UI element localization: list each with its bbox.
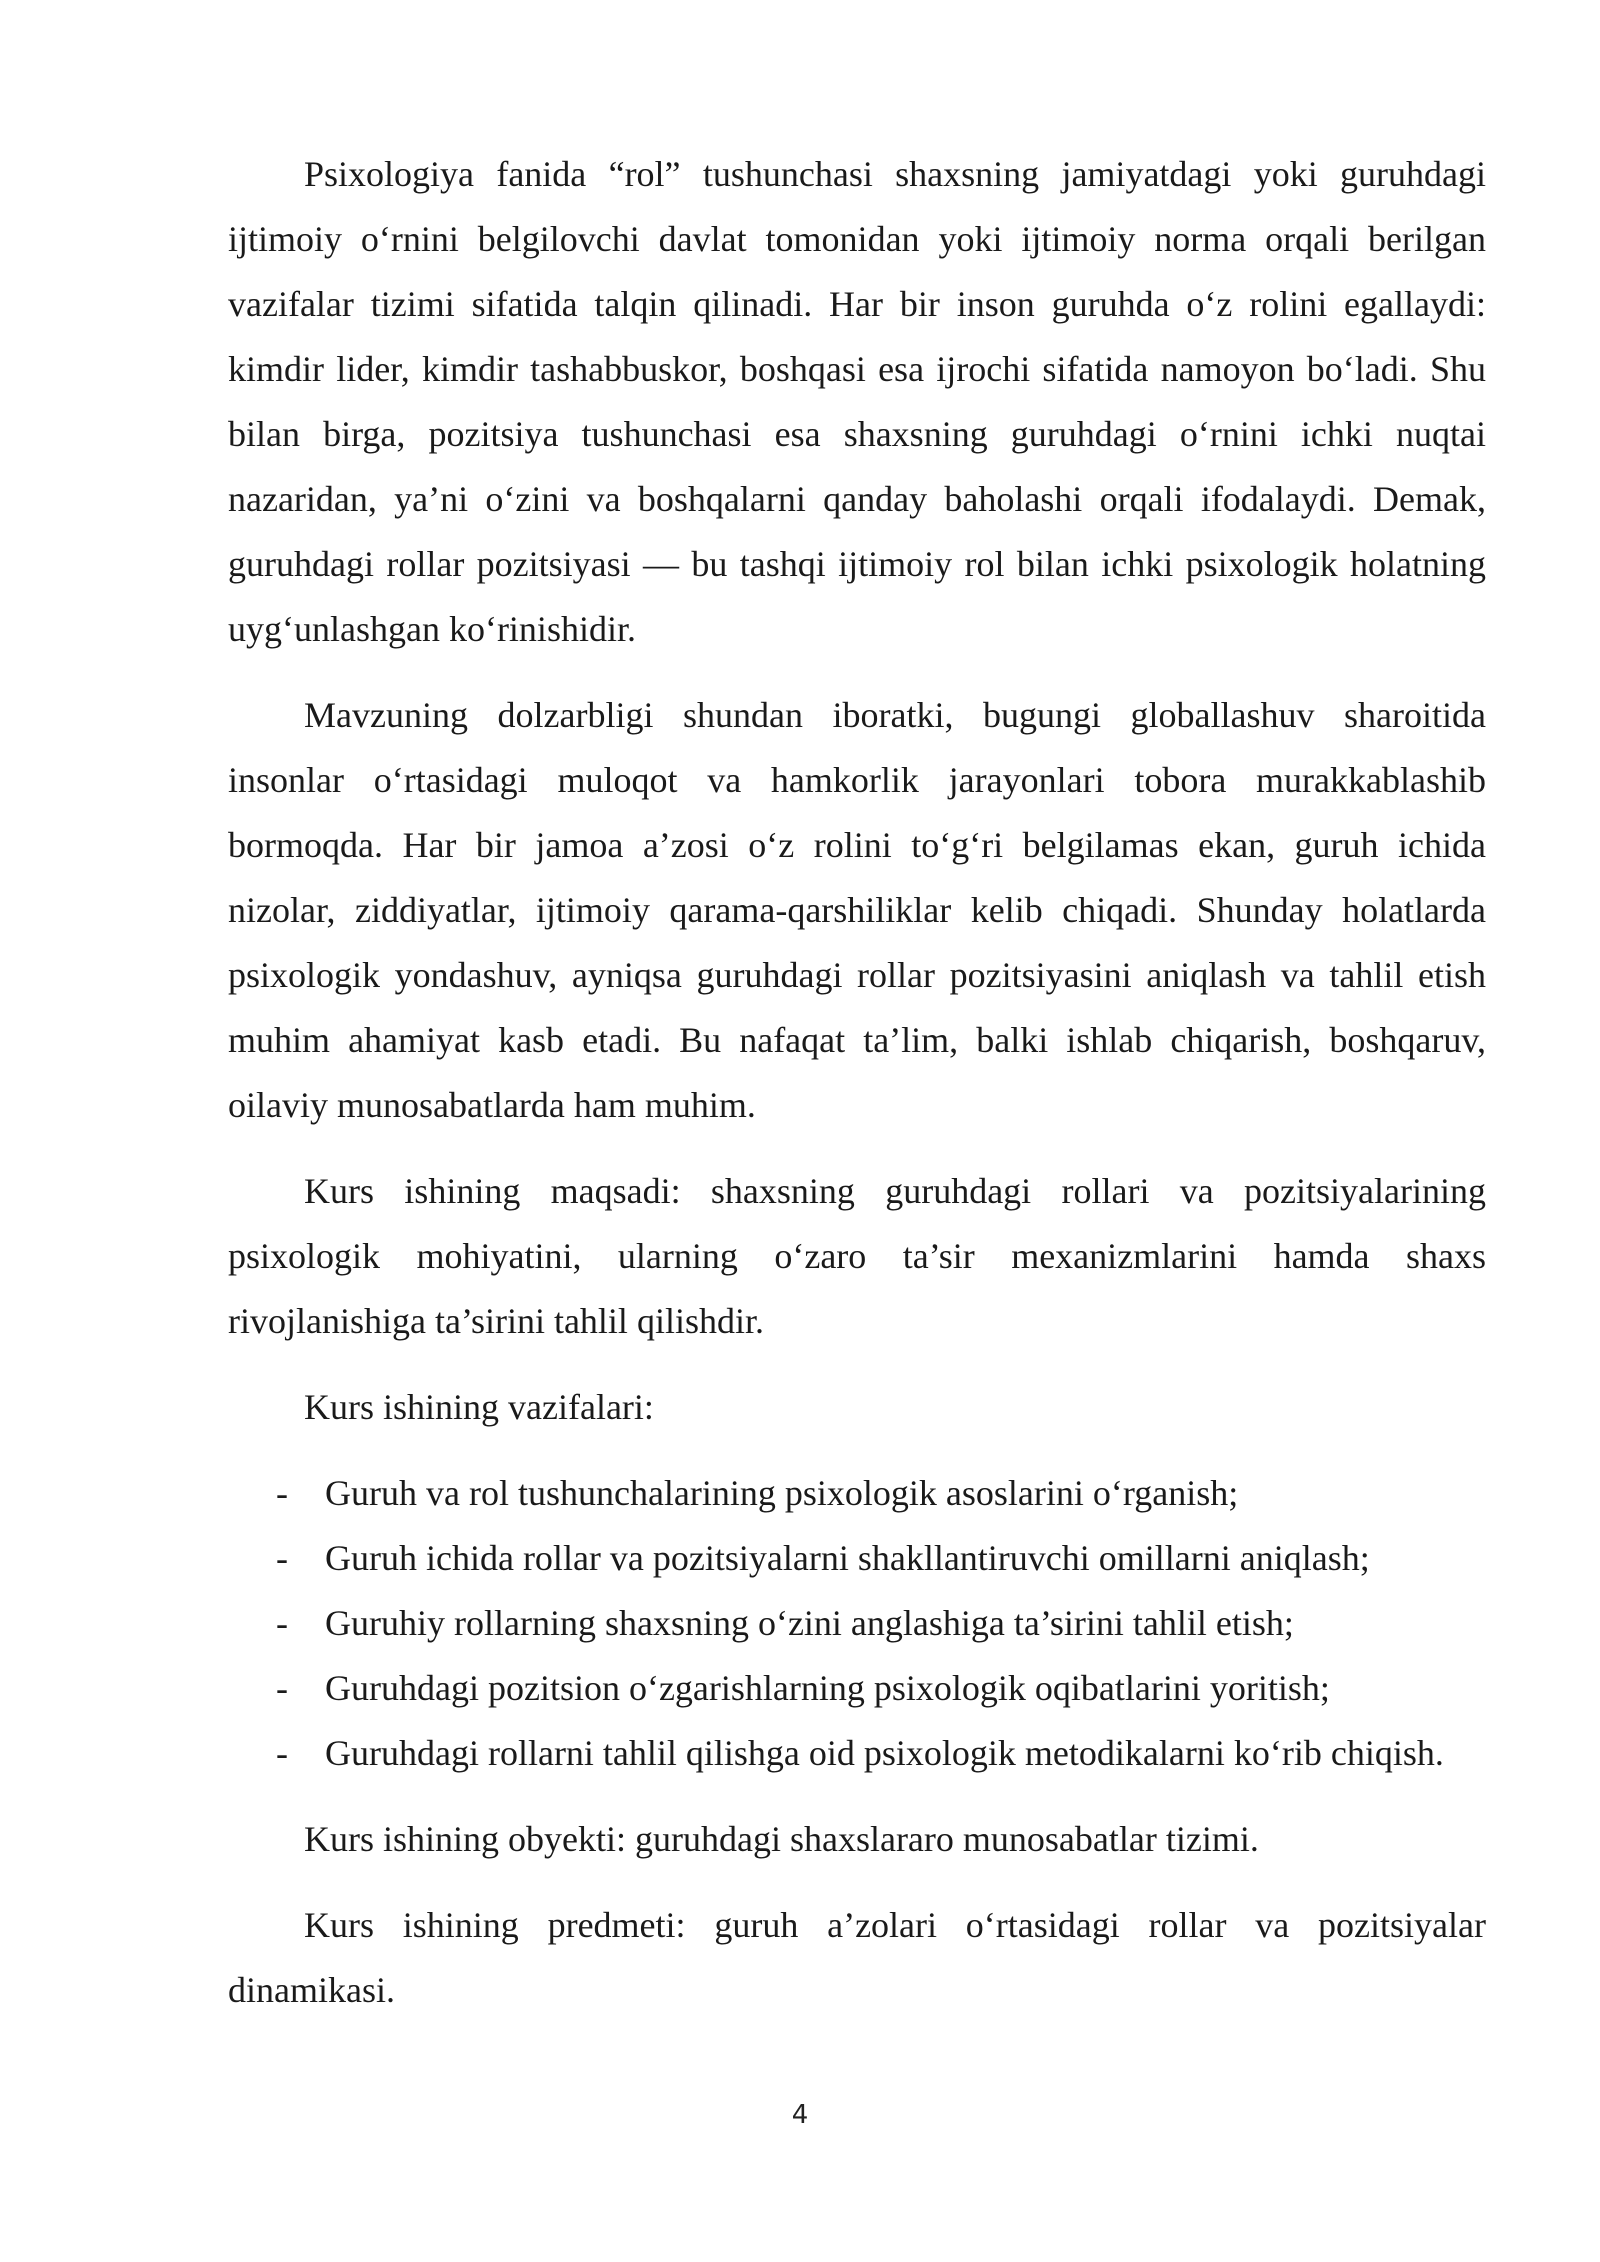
paragraph-relevance: Mavzuning dolzarbligi shundan iboratki, bugungi globallashuv sharoitida insonlar o‘rtasidagi muloqot va hamkorlik jarayonlari tobora murakkablashib bormoqda. Har bir jamoa a’zosi o‘z rolini to‘g‘ri belgilamas ekan, guruh ichida nizolar, ziddiyatlar, ijtimoiy qarama-qarshiliklar kelib chiqadi. Shunday holatlarda psixologik yondashuv, ayniqsa guruhdagi rollar pozitsiyasini aniqlash va tahlil etish muhim ahamiyat kasb etadi. Bu nafaqat ta’lim, balki ishlab chiqarish, boshqaruv, oilaviy munosabatlarda ham muhim. bbox=[228, 695, 1486, 1125]
list-bullet: - bbox=[276, 1668, 288, 1708]
page-number: 4 bbox=[791, 2100, 809, 2130]
list-item-text: Guruh va rol tushunchalarining psixologik asoslarini o‘rganish; bbox=[325, 1473, 1239, 1513]
list-bullet: - bbox=[276, 1603, 288, 1643]
tasks-list bbox=[228, 1461, 1486, 1786]
document-page bbox=[228, 142, 1486, 2044]
paragraph-introduction: Psixologiya fanida “rol” tushunchasi shaxsning jamiyatdagi yoki guruhdagi ijtimoiy o‘rnini belgilovchi davlat tomonidan yoki ijtimoiy norma orqali berilgan vazifalar tizimi sifatida talqin qilinadi. Har bir inson guruhda o‘z rolini egallaydi: kimdir lider, kimdir tashabbuskor, boshqasi esa ijrochi sifatida namoyon bo‘ladi. Shu bilan birga, pozitsiya tushunchasi esa shaxsning guruhdagi o‘rnini ichki nuqtai nazaridan, ya’ni o‘zini va boshqalarni qanday baholashi orqali ifodalaydi. Demak, guruhdagi rollar pozitsiyasi — bu tashqi ijtimoiy rol bilan ichki psixologik holatning uyg‘unlashgan ko‘rinishidir. bbox=[228, 154, 1486, 649]
list-bullet: - bbox=[276, 1473, 288, 1513]
list-item bbox=[228, 1656, 1486, 1721]
list-item-text: Guruhiy rollarning shaxsning o‘zini anglashiga ta’sirini tahlil etish; bbox=[325, 1603, 1294, 1643]
list-bullet: - bbox=[276, 1538, 288, 1578]
list-item-text: Guruhdagi rollarni tahlil qilishga oid psixologik metodikalarni ko‘rib chiqish. bbox=[325, 1733, 1444, 1773]
paragraph-tasks-heading: Kurs ishining vazifalari: bbox=[304, 1387, 654, 1427]
list-item-text: Guruhdagi pozitsion o‘zgarishlarning psixologik oqibatlarini yoritish; bbox=[325, 1668, 1330, 1708]
paragraph-goal: Kurs ishining maqsadi: shaxsning guruhdagi rollari va pozitsiyalarining psixologik mohiyatini, ularning o‘zaro ta’sir mexanizmlarini hamda shaxs rivojlanishiga ta’sirini tahlil qilishdir. bbox=[228, 1171, 1486, 1341]
list-bullet: - bbox=[276, 1733, 288, 1773]
list-item bbox=[228, 1591, 1486, 1656]
paragraph-subject: Kurs ishining predmeti: guruh a’zolari o‘rtasidagi rollar va pozitsiyalar dinamikasi. bbox=[228, 1905, 1486, 2010]
paragraph-object: Kurs ishining obyekti: guruhdagi shaxslararo munosabatlar tizimi. bbox=[304, 1819, 1259, 1859]
list-item bbox=[228, 1461, 1486, 1526]
list-item bbox=[228, 1721, 1486, 1786]
list-item bbox=[228, 1526, 1486, 1591]
list-item-text: Guruh ichida rollar va pozitsiyalarni shakllantiruvchi omillarni aniqlash; bbox=[325, 1538, 1370, 1578]
